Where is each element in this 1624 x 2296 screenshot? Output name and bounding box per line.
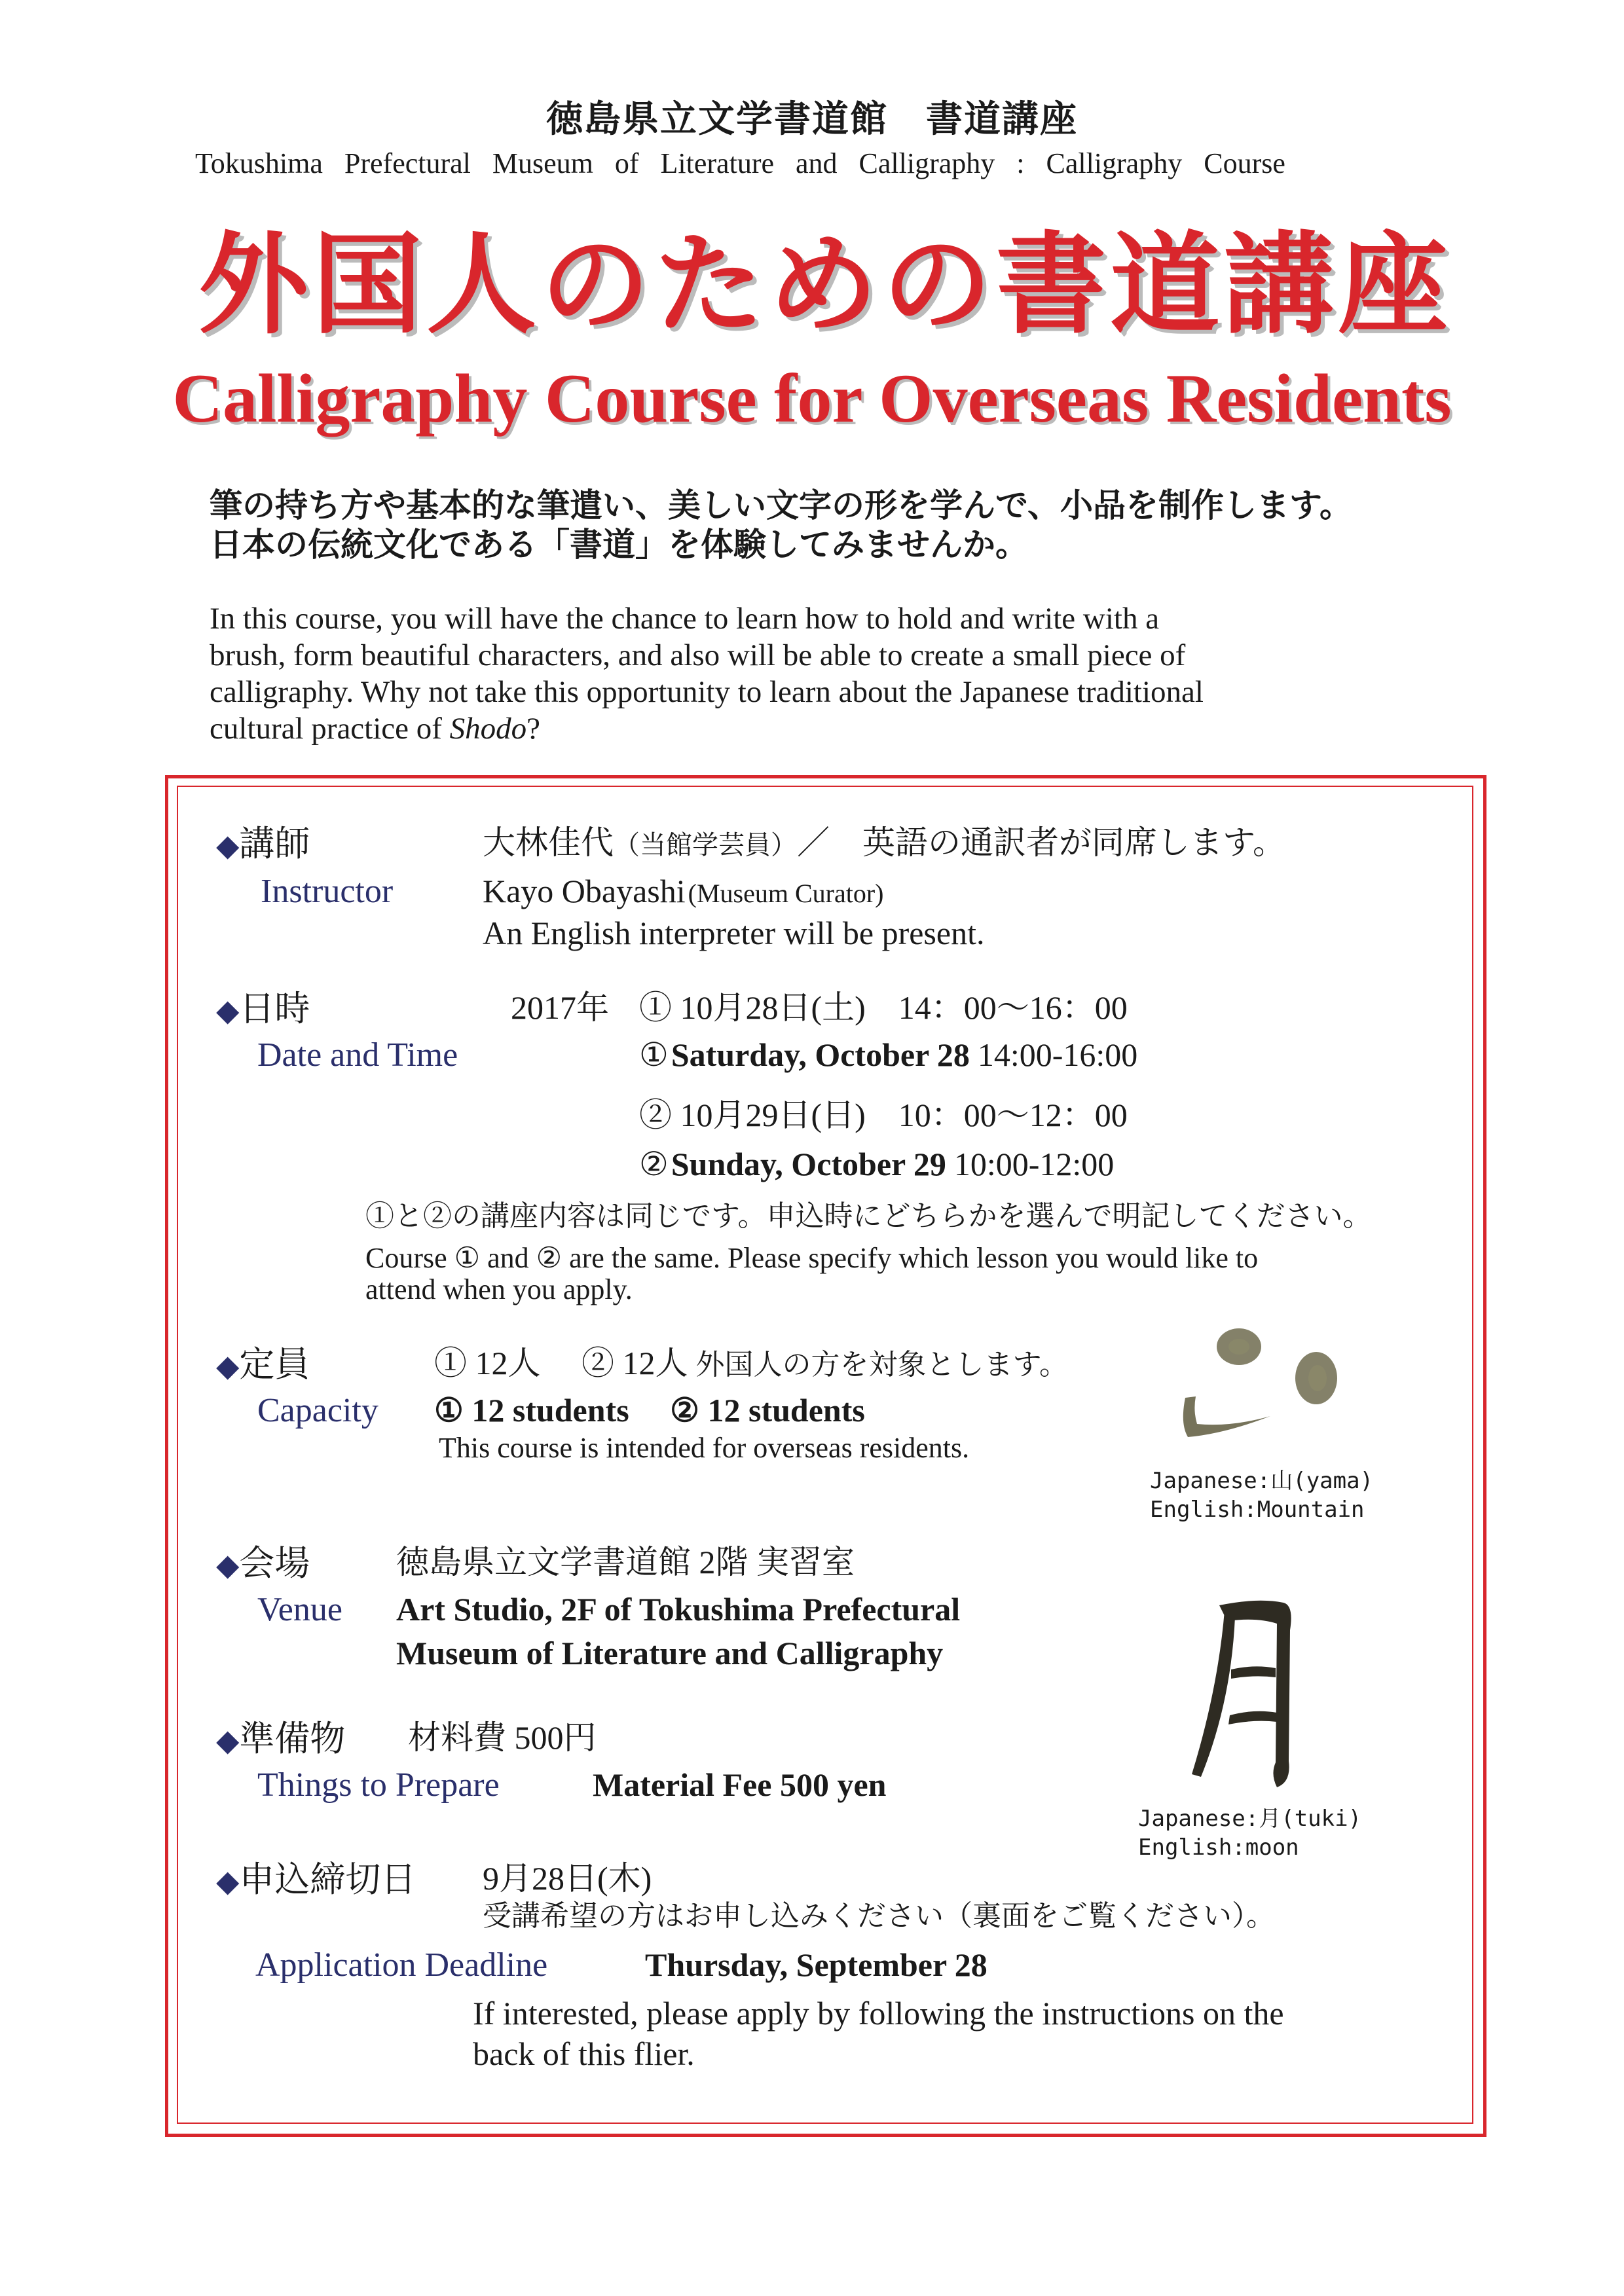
diamond-icon: ◆ [216, 1548, 240, 1582]
caption-en: English:Mountain [1150, 1497, 1365, 1523]
intro-en-line: calligraphy. Why not take this opportunity to learn about the Japanese traditional [210, 675, 1204, 709]
prepare-label-jp [216, 1721, 345, 1757]
session-number: ① [639, 989, 672, 1026]
prepare-value-jp: 材料費 500円 [408, 1719, 597, 1756]
interpreter-note-jp: ／ 英語の通訳者が同席します。 [797, 824, 1285, 861]
deadline-value-en: Thursday, September 28 [645, 1946, 987, 1983]
instructor-value-jp [483, 826, 1285, 859]
deadline-note-jp: 受講希望の方はお申し込みください（裏面をご覧ください）。 [483, 1900, 1275, 1932]
deadline-value-jp: 9月28日(木) [483, 1860, 652, 1897]
session-note-jp: ①と②の講座内容は同じです。申込時にどちらかを選んで明記してください。 [365, 1200, 1372, 1232]
label: 日時 [239, 989, 310, 1029]
instructor-name-en: Kayo Obayashi [483, 873, 686, 909]
intro-jp-line: 筆の持ち方や基本的な筆遣い、美しい文字の形を学んで、小品を制作します。 [210, 487, 1352, 524]
capacity-value-en: ① 12 students ② 12 students [434, 1392, 865, 1429]
datetime-label-en: Date and Time [257, 1036, 458, 1074]
label: 定員 [239, 1345, 310, 1384]
venue-value-jp: 徳島県立文学書道館 2階 実習室 [396, 1544, 855, 1580]
capacity-value-jp [434, 1347, 1068, 1379]
diamond-icon: ◆ [216, 1724, 240, 1757]
session-time: 14:00-16:00 [977, 1036, 1138, 1073]
session-note-en: attend when you apply. [365, 1273, 633, 1305]
deadline-label-jp [216, 1862, 416, 1897]
intro-en-line: brush, form beautiful characters, and also will be able to create a small piece of [210, 638, 1186, 672]
instructor-label-jp [216, 826, 310, 862]
prepare-value-en: Material Fee 500 yen [593, 1766, 887, 1803]
caption-jp: Japanese:月(tuki) [1138, 1806, 1362, 1832]
organizer-jp: 徳島県立文学書道館 書道講座 [546, 100, 1078, 140]
session-2-en [639, 1148, 1114, 1180]
title-jp: 外国人のための書道講座 [198, 219, 1452, 349]
yama-caption [1150, 1467, 1373, 1524]
instructor-name-jp: 大林佳代 [483, 824, 614, 861]
datetime-label-jp [216, 991, 310, 1027]
venue-value-en: Art Studio, 2F of Tokushima Prefectural [396, 1591, 961, 1628]
capacity-label-jp [216, 1347, 310, 1382]
session-number: ② [639, 1097, 672, 1133]
session-datetime: 10月29日(日) 10：00〜12：00 [680, 1097, 1128, 1133]
intro-en-line: In this course, you will have the chance to learn how to hold and write with a [210, 602, 1160, 636]
calligraphy-yama-image [1166, 1319, 1356, 1450]
intro-jp-line: 日本の伝統文化である「書道」を体験してみませんか。 [210, 526, 1028, 563]
session-1-jp [639, 991, 1128, 1024]
prepare-label-en: Things to Prepare [257, 1766, 500, 1804]
deadline-note-en: back of this flier. [473, 2035, 695, 2072]
instructor-role-en: (Museum Curator) [688, 879, 884, 908]
session-note-en: Course ① and ② are the same. Please specify which lesson you would like to [365, 1242, 1259, 1274]
label: 準備物 [239, 1719, 346, 1758]
instructor-value-en [483, 875, 883, 907]
diamond-icon: ◆ [216, 829, 240, 862]
year: 2017年 [511, 989, 609, 1026]
session-number: ② [639, 1146, 669, 1182]
interpreter-note-en: An English interpreter will be present. [483, 915, 985, 951]
title-en: Calligraphy Course for Overseas Residents [172, 360, 1452, 437]
session-time: 10:00-12:00 [953, 1146, 1115, 1182]
intro-text: cultural practice of [210, 712, 450, 746]
diamond-icon: ◆ [216, 1865, 240, 1898]
label: 申込締切日 [239, 1860, 416, 1899]
deadline-note-en: If interested, please apply by following the instructions on the [473, 1995, 1284, 2032]
intro-text: ? [526, 712, 541, 746]
organizer-en: Tokushima Prefectural Museum of Literature and Calligraphy : Calligraphy Course [195, 147, 1285, 179]
instructor-role-jp: （当館学芸員） [614, 830, 797, 860]
capacity-note-en: This course is intended for overseas residents. [439, 1432, 970, 1464]
session-datetime: 10月28日(土) 14：00〜16：00 [680, 989, 1128, 1026]
session-2-jp [639, 1099, 1128, 1131]
capacity-count: ① 12人 ② 12人 [434, 1345, 688, 1381]
session-number: ① [639, 1036, 669, 1073]
venue-label-jp [216, 1546, 310, 1581]
caption-jp: Japanese:山(yama) [1150, 1468, 1374, 1494]
venue-label-en: Venue [257, 1591, 342, 1628]
label: 講師 [239, 824, 310, 864]
intro-en-line [210, 714, 540, 744]
session-date: Sunday, October 29 [671, 1146, 946, 1182]
tsuki-caption [1138, 1804, 1361, 1862]
capacity-note-jp: 外国人の方を対象とします。 [695, 1349, 1068, 1381]
diamond-icon: ◆ [216, 1349, 240, 1383]
calligraphy-tsuki-image [1179, 1591, 1310, 1794]
shodo-term: Shodo [449, 712, 527, 746]
capacity-label-en: Capacity [257, 1392, 378, 1429]
label: 会場 [239, 1544, 310, 1583]
venue-value-en: Museum of Literature and Calligraphy [396, 1635, 944, 1671]
diamond-icon: ◆ [216, 994, 240, 1027]
instructor-label-en: Instructor [261, 873, 394, 910]
deadline-label-en: Application Deadline [255, 1946, 548, 1984]
session-1-en [639, 1038, 1137, 1071]
caption-en: English:moon [1138, 1834, 1299, 1861]
session-date: Saturday, October 28 [671, 1036, 970, 1073]
